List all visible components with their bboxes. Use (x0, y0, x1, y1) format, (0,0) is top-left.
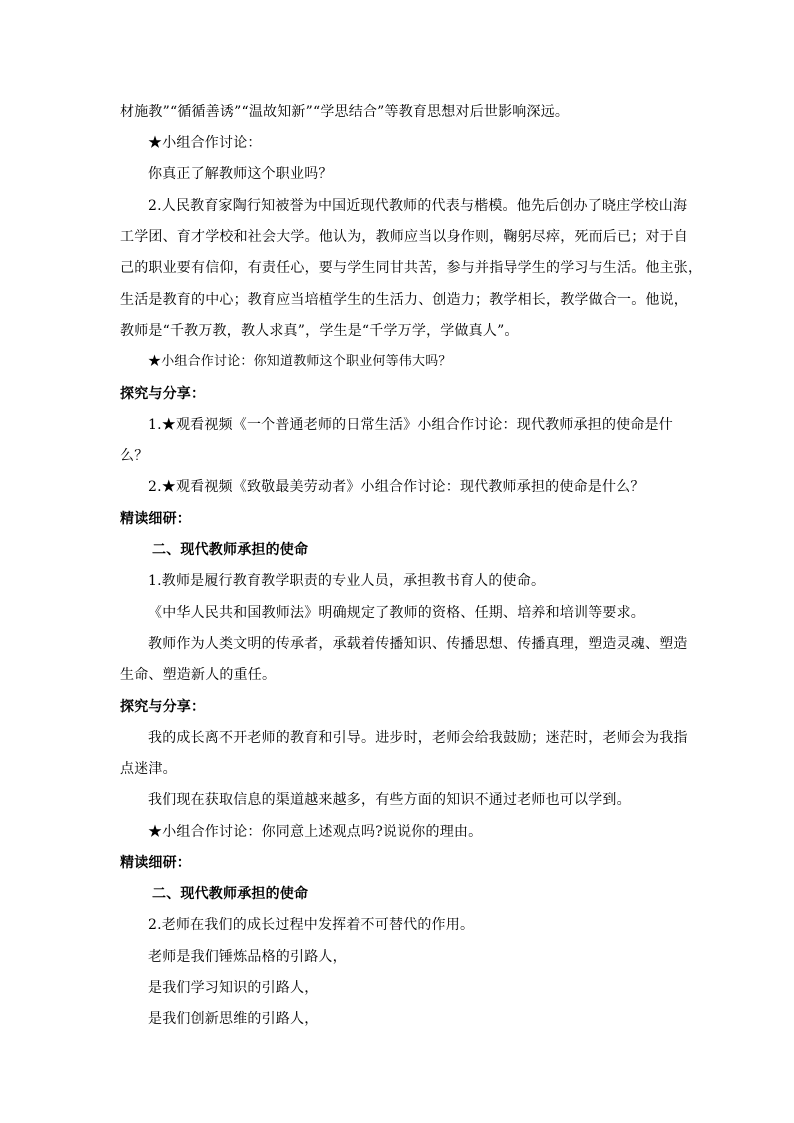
section-heading: 探究与分享： (120, 386, 206, 402)
paragraph-line: 2.老师在我们的成长过程中发挥着不可替代的作用。 (148, 917, 475, 933)
paragraph-line: 是我们学习知识的引路人， (148, 980, 319, 996)
paragraph-line: 《中华人民共和国教师法》明确规定了教师的资格、任期、培养和培训等要求。 (148, 605, 645, 621)
paragraph-line: 老师是我们锤炼品格的引路人， (148, 949, 347, 965)
paragraph-line: 我的成长离不开老师的教育和引导。进步时，老师会给我鼓励；迷茫时，老师会为我指 (148, 730, 688, 746)
paragraph-line: 1.教师是履行教育教学职责的专业人员，承担教书育人的使命。 (148, 573, 546, 589)
paragraph-line: 教师是“千教万教，教人求真”，学生是“千学万学，学做真人”。 (120, 323, 519, 339)
paragraph-line: 生活是教育的中心；教育应当培植学生的生活力、创造力；教学相长，教学做合一。他说， (120, 292, 688, 308)
paragraph-line: 工学团、育才学校和社会大学。他认为，教师应当以身作则，鞠躬尽瘁，死而后已；对于自 (120, 229, 688, 245)
group-discussion-prompt: ★小组合作讨论：你知道教师这个职业何等伟大吗？ (148, 354, 452, 369)
paragraph-continuation: 材施教”“循循善诱”“温故知新”“学思结合”等教育思想对后世影响深远。 (120, 104, 570, 120)
section-heading: 探究与分享： (120, 699, 206, 715)
section-heading: 精读细研： (120, 855, 191, 871)
paragraph-line: 2.★观看视频《致敬最美劳动者》小组合作讨论：现代教师承担的使命是什么？ (148, 479, 645, 495)
paragraph-line: 么？ (120, 448, 149, 464)
section-heading: 精读细研： (120, 511, 191, 527)
discussion-question: 你真正了解教师这个职业吗？ (148, 166, 333, 182)
group-discussion-prompt: ★小组合作讨论：你同意上述观点吗?说说你的理由。 (148, 824, 483, 840)
group-discussion-prompt: ★小组合作讨论： (148, 135, 262, 151)
paragraph-line: 是我们创新思维的引路人， (148, 1011, 319, 1027)
subsection-heading: 二、现代教师承担的使命 (152, 886, 309, 902)
paragraph-line: 我们现在获取信息的渠道越来越多，有些方面的知识不通过老师也可以学到。 (148, 792, 631, 808)
paragraph-line: 己的职业要有信仰，有责任心，要与学生同甘共苦，参与并指导学生的学习与生活。他主张， (120, 260, 703, 276)
subsection-heading: 二、现代教师承担的使命 (152, 542, 309, 558)
paragraph-line: 点迷津。 (120, 761, 177, 777)
paragraph-line: 1.★观看视频《一个普通老师的日常生活》小组合作讨论：现代教师承担的使命是什 (148, 417, 673, 433)
paragraph-line: 教师作为人类文明的传承者，承载着传播知识、传播思想、传播真理，塑造灵魂、塑造 (148, 636, 688, 652)
paragraph-line: 生命、塑造新人的重任。 (120, 667, 277, 683)
paragraph-line: 2.人民教育家陶行知被誉为中国近现代教师的代表与楷模。他先后创办了晓庄学校山海 (148, 198, 688, 214)
